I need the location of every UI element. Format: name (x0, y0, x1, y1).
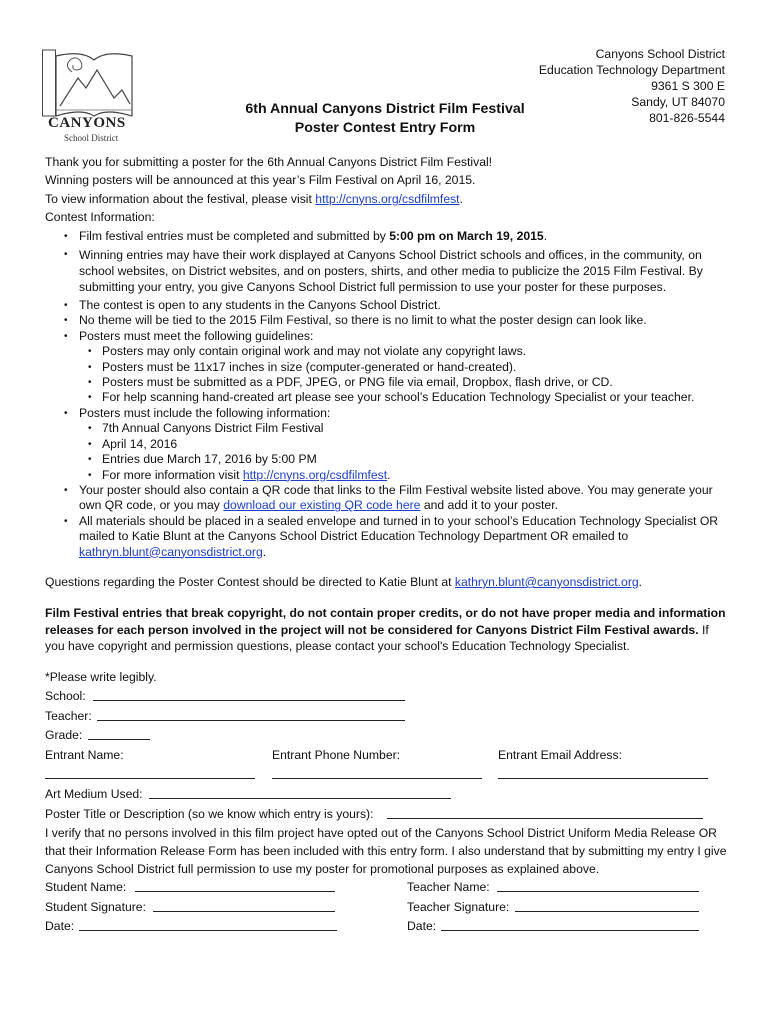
entrant-phone-label: Entrant Phone Number: (272, 747, 401, 762)
questions-line: Questions regarding the Poster Contest should be directed to Katie Blunt at kathryn.blunt@canyonsdistrict.org. (45, 574, 643, 589)
art-medium-field[interactable]: Art Medium Used: (45, 787, 730, 807)
list-item: • Posters must meet the following guidelines: (45, 329, 730, 344)
sub-list-item: • For help scanning hand-created art please see your school’s Education Technology Specialist or your teacher. (45, 390, 730, 405)
verification-statement: I verify that no persons involved in this film project have opted out of the Canyons School District Uniform Media Release OR that their Information Release Form has been included with this entry form. I also understand that by submitting my entry I give Canyons School District full permission to use my poster for promotional purposes as explained above. (45, 826, 727, 877)
qr-code-download-link[interactable]: download our existing QR code here (223, 498, 421, 513)
festival-link[interactable]: http://cnyns.org/csdfilmfest (242, 467, 388, 482)
list-item: • Film festival entries must be completed and submitted by 5:00 pm on March 19, 2015. (45, 229, 730, 244)
poster-title-line[interactable] (387, 807, 703, 819)
title-line-2: Poster Contest Entry Form (294, 119, 476, 136)
grade-field[interactable]: Grade: (45, 728, 730, 748)
teacher-name-line[interactable] (497, 880, 699, 892)
teacher-signature-line[interactable] (515, 900, 699, 912)
entrant-labels-row (45, 748, 730, 768)
name-row: Student Name: Teacher Name: (45, 880, 730, 900)
school-field[interactable]: School: (45, 689, 730, 709)
contest-info-heading: Contest Information: (45, 210, 155, 225)
canyons-logo (42, 44, 137, 143)
entrant-name-line[interactable] (45, 767, 255, 779)
entrant-email-line[interactable] (498, 767, 708, 779)
contest-rules-list (45, 229, 730, 560)
address-line: Canyons School District (595, 47, 725, 61)
title-line-1: 6th Annual Canyons District Film Festival (245, 101, 525, 117)
sub-list-item: • Posters must be 11x17 inches in size (computer-generated or hand-created). (45, 360, 730, 375)
sub-list-item: • 7th Annual Canyons District Film Festival (45, 421, 730, 436)
entrant-phone-line[interactable] (272, 767, 482, 779)
logo-subtitle: School District (64, 133, 119, 143)
address-phone: 801-826-5544 (649, 111, 725, 125)
date-row: Date: Date: (45, 919, 730, 939)
list-item: • Posters must include the following information: (45, 406, 730, 421)
sub-list-item: • For more information visit http://cnyns.org/csdfilmfest. (45, 468, 730, 483)
sub-list-item: • April 14, 2016 (45, 437, 730, 452)
sub-list-item: • Entries due March 17, 2016 by 5:00 PM (45, 452, 730, 467)
address-line: 9361 S 300 E (651, 79, 725, 93)
school-line[interactable] (93, 689, 405, 701)
student-name-line[interactable] (135, 880, 335, 892)
list-item: • All materials should be placed in a sealed envelope and turned in to your school’s Education Technology Specialist OR mailed to Katie Blunt at the Canyons School District Education Technology Department OR emailed to kathryn.blunt@canyonsdistrict.org. (45, 514, 730, 560)
sub-list-item: • Posters must be submitted as a PDF, JPEG, or PNG file via email, Dropbox, flash drive, or CD. (45, 375, 730, 390)
email-link[interactable]: kathryn.blunt@canyonsdistrict.org (79, 544, 263, 559)
district-address (539, 46, 725, 126)
art-medium-line[interactable] (149, 787, 451, 799)
sub-list-item: • Posters may only contain original work and may not violate any copyright laws. (45, 344, 730, 359)
teacher-field[interactable]: Teacher: (45, 709, 730, 729)
list-item: • No theme will be tied to the 2015 Film Festival, so there is no limit to what the poster design can look like. (45, 313, 730, 328)
entrant-name-label: Entrant Name: (45, 747, 124, 762)
address-line: Education Technology Department (538, 63, 725, 77)
teacher-date-line[interactable] (441, 919, 699, 931)
legibly-note: *Please write legibly. (45, 669, 157, 684)
teacher-line[interactable] (97, 709, 405, 721)
student-date-line[interactable] (79, 919, 337, 931)
entrant-email-label: Entrant Email Address: (498, 747, 622, 762)
entrant-lines-row (45, 767, 730, 787)
list-item: • Winning entries may have their work displayed at Canyons School District schools and offices, in the community, on school websites, on District websites, and on posters, shirts, and other media to publicize the 2015 Film Festival. By submitting your entry, you give Canyons School District full permission to use your poster for these purposes. (45, 247, 730, 295)
email-link[interactable]: kathryn.blunt@canyonsdistrict.org (454, 574, 639, 589)
logo-name: CANYONS (48, 115, 126, 131)
list-item: • Your poster should also contain a QR code that links to the Film Festival website listed above. You may generate your own QR code, or you may download our existing QR code here and add it to your poster. (45, 483, 730, 514)
intro-line: Thank you for submitting a poster for the 6th Annual Canyons District Film Festival! (45, 155, 493, 169)
festival-link[interactable]: http://cnyns.org/csdfilmfest (315, 191, 460, 206)
intro-line: Winning posters will be announced at this year’s Film Festival on April 16, 2015. (45, 173, 476, 188)
form-body (45, 155, 730, 939)
mountain-book-icon (42, 44, 137, 119)
intro-line: To view information about the festival, please visit http://cnyns.org/csdfilmfest. (45, 191, 463, 206)
grade-line[interactable] (88, 728, 150, 740)
address-line: Sandy, UT 84070 (631, 95, 725, 109)
student-signature-line[interactable] (153, 900, 335, 912)
signature-row: Student Signature: Teacher Signature: (45, 900, 730, 920)
poster-title-field[interactable]: Poster Title or Description (so we know which entry is yours): (45, 807, 730, 827)
copyright-notice: Film Festival entries that break copyright, do not contain proper credits, or do not have proper media and information releases for each person involved in the project will not be considered for Canyons District Film Festival awards. If you have copyright and permission questions, please contact your school's Education Technology Specialist. (45, 606, 726, 654)
form-title (195, 100, 575, 137)
list-item: • The contest is open to any students in the Canyons School District. (45, 298, 730, 313)
